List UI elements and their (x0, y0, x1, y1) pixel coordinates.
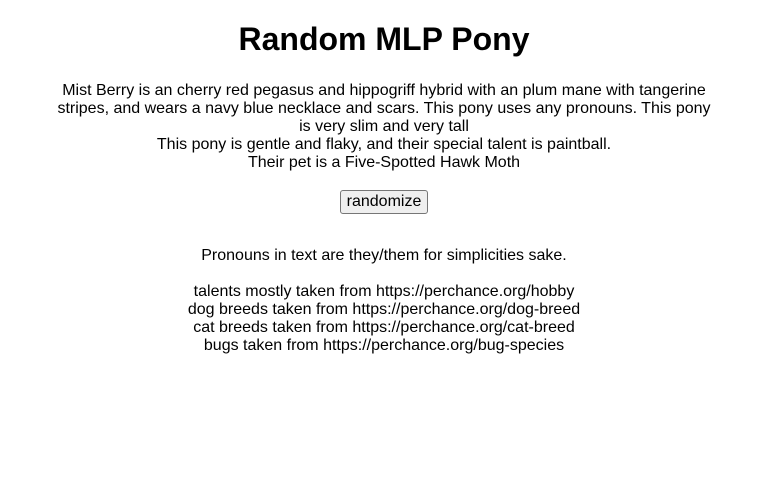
randomize-button[interactable]: randomize (340, 190, 429, 214)
pony-pet-text: Their pet is a Five-Spotted Hawk Moth (247, 154, 521, 171)
page-title: Random MLP Pony (238, 21, 530, 57)
credits (0, 283, 768, 355)
pony-personality-text: This pony is gentle and flaky, and their special talent is paintball. (156, 136, 612, 153)
credit-dog-breeds: dog breeds taken from https://perchance.org/dog-breed (187, 301, 581, 318)
pronoun-note: Pronouns in text are they/them for simplicities sake. (201, 247, 567, 264)
credit-talents: talents mostly taken from https://perchance.org/hobby (193, 283, 575, 300)
pony-appearance-text: Mist Berry is an cherry red pegasus and hippogriff hybrid with an plum mane with tangerine stripes, and wears a navy blue necklace and scars. This pony uses any pronouns. This pony is very slim and very tall (57, 82, 711, 135)
credit-bugs: bugs taken from https://perchance.org/bug-species (203, 337, 565, 354)
credit-cat-breeds: cat breeds taken from https://perchance.org/cat-breed (193, 319, 575, 336)
pony-description (56, 82, 712, 172)
